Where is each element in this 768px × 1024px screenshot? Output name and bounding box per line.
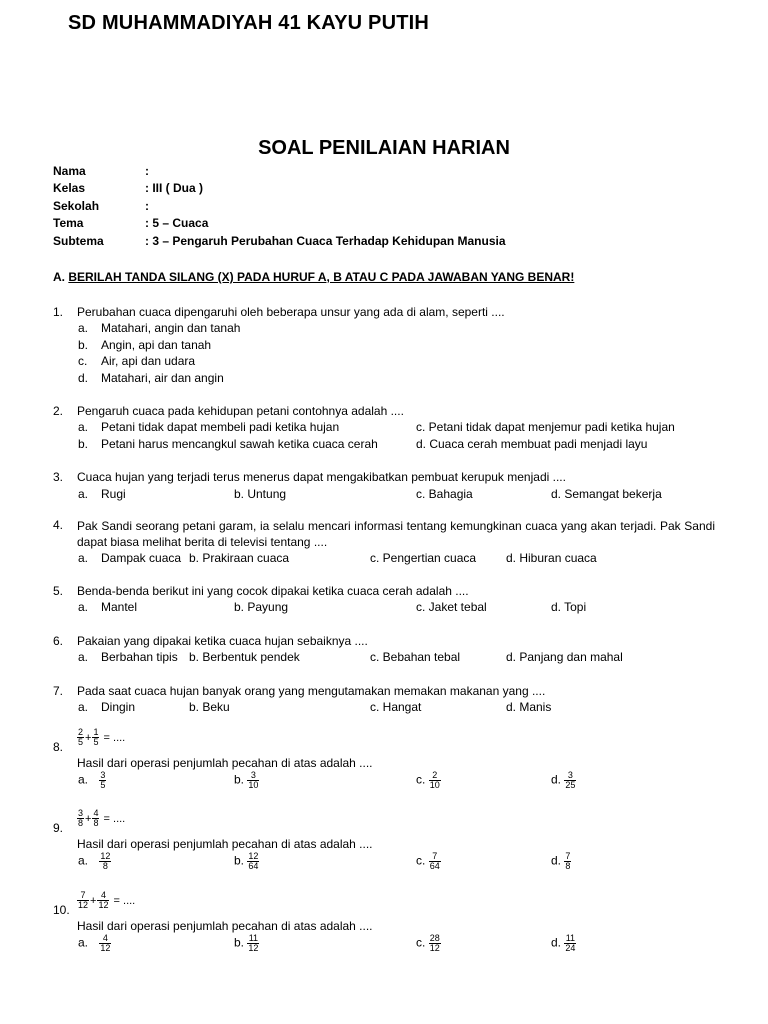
option-d: d. $\frac{3}{25}$ [551,770,576,790]
option-text: Petani tidak dapat membeli padi ketika hujan [101,420,340,434]
option-b: b. Beku [189,700,230,714]
info-label: Kelas [53,181,86,195]
question-text: Cuaca hujan yang terjadi terus menerus dapat mengakibatkan pembuat kerupuk menjadi .... [77,470,566,484]
option-a: a. $\frac{12}{8}$ [78,851,111,871]
option-d: d. Semangat bekerja [551,487,662,501]
question-text: Hasil dari operasi penjumlah pecahan di atas adalah .... [77,919,373,933]
option-text: Matahari, angin dan tanah [101,321,241,335]
option-text: Matahari, air dan angin [101,371,224,385]
fraction-expression: $\frac{3}{8}$ + $\frac{4}{8}$ = .... [78,808,126,828]
info-value: : [145,199,149,213]
question-text: Benda-benda berikut ini yang cocok dipakai ketika cuaca cerah adalah .... [77,584,469,598]
option-letter: a. [78,650,89,664]
fraction: $\frac{7}{12}$ [78,890,89,910]
option-text: Angin, api dan tanah [101,338,212,352]
question-number: 1. [53,305,64,319]
option-d: d. $\frac{11}{24}$ [551,933,576,953]
option-text: Berbahan tipis [101,650,178,664]
option-b: b. $\frac{11}{12}$ [234,933,259,953]
option-a: a. $\frac{3}{5}$ [78,770,106,790]
option-d: d. Hiburan cuaca [506,551,597,565]
question-text: Perubahan cuaca dipengaruhi oleh beberapa unsur yang ada di alam, seperti .... [77,305,505,319]
question-text: Pak Sandi seorang petani garam, ia selalu mencari informasi tentang kemungkinan cuaca yang akan terjadi. Pak Sandi dapat biasa melihat berita di televisi tentang .... [77,519,715,549]
fraction: $\frac{2}{5}$ [78,727,84,747]
option-d: d. $\frac{7}{8}$ [551,851,571,871]
section-instruction [53,270,574,284]
option-b: b. Untung [234,487,287,501]
instruction-prefix: A. [53,270,69,284]
question-number: 6. [53,634,64,648]
option-c: c. Jaket tebal [416,600,487,614]
info-value: : III ( Dua ) [145,181,203,195]
fraction: $\frac{1}{5}$ [93,727,99,747]
question-text: Pengaruh cuaca pada kehidupan petani contohnya adalah .... [77,404,404,418]
option-d: d. Manis [506,700,552,714]
option-text: Mantel [101,600,138,614]
option-d: d. Cuaca cerah membuat padi menjadi layu [416,437,648,451]
option-letter: a. [78,700,89,714]
question-number: 4. [53,518,64,532]
question-number: 10. [53,903,70,917]
info-label: Tema [53,216,84,230]
question-number: 3. [53,470,64,484]
option-c: c. $\frac{2}{10}$ [416,770,440,790]
question-text: Hasil dari operasi penjumlah pecahan di atas adalah .... [77,756,373,770]
option-letter: b. [78,437,89,451]
option-letter: a. [78,551,89,565]
option-c: c. Hangat [370,700,422,714]
info-label: Subtema [53,234,104,248]
option-text: Dingin [101,700,136,714]
option-letter: b. [78,338,89,352]
school-name: SD MUHAMMADIYAH 41 KAYU PUTIH [68,12,430,34]
option-b: b. Berbentuk pendek [189,650,300,664]
fraction: $\frac{3}{8}$ [78,808,84,828]
option-b: b. Payung [234,600,289,614]
option-a: a. $\frac{4}{12}$ [78,933,111,953]
fraction: $\frac{4}{8}$ [93,808,99,828]
option-c: c. $\frac{28}{12}$ [416,933,440,953]
option-text: Rugi [101,487,126,501]
option-letter: d. [78,371,89,385]
option-c: c. Bebahan tebal [370,650,461,664]
option-b: b. $\frac{3}{10}$ [234,770,259,790]
fraction-expression: $\frac{7}{12}$ + $\frac{4}{12}$ = .... [78,890,136,910]
question-number: 5. [53,584,64,598]
option-c: c. Bahagia [416,487,473,501]
fraction: $\frac{4}{12}$ [98,890,109,910]
page-title: SOAL PENILAIAN HARIAN [258,137,510,159]
question-text: Pakaian yang dipakai ketika cuaca hujan sebaiknya .... [77,634,368,648]
option-letter: a. [78,321,89,335]
info-label: Sekolah [53,199,100,213]
option-letter: a. [78,420,89,434]
question-number: 2. [53,404,64,418]
info-value: : [145,164,149,178]
question-number: 7. [53,684,64,698]
question-number: 8. [53,740,64,754]
option-letter: a. [78,487,89,501]
option-b: b. Prakiraan cuaca [189,551,290,565]
option-letter: c. [78,354,88,368]
question-number: 9. [53,821,64,835]
question-text: Pada saat cuaca hujan banyak orang yang mengutamakan memakan makanan yang .... [77,684,546,698]
option-d: d. Panjang dan mahal [506,650,623,664]
info-label: Nama [53,164,86,178]
instruction-text: BERILAH TANDA SILANG (X) PADA HURUF A, B ATAU C PADA JAWABAN YANG BENAR! [68,270,575,284]
fraction-expression: $\frac{2}{5}$ + $\frac{1}{5}$ = .... [78,727,126,747]
option-c: c. $\frac{7}{64}$ [416,851,440,871]
option-c: c. Pengertian cuaca [370,551,477,565]
option-c: c. Petani tidak dapat menjemur padi ketika hujan [416,420,675,434]
info-value: : 5 – Cuaca [145,216,209,230]
option-letter: a. [78,600,89,614]
option-text: Petani harus mencangkul sawah ketika cuaca cerah [101,437,378,451]
option-b: b. $\frac{12}{64}$ [234,851,259,871]
info-value: : 3 – Pengaruh Perubahan Cuaca Terhadap Kehidupan Manusia [145,234,506,248]
question-text: Hasil dari operasi penjumlah pecahan di atas adalah .... [77,837,373,851]
option-text: Dampak cuaca [101,551,182,565]
option-text: Air, api dan udara [101,354,196,368]
option-d: d. Topi [551,600,587,614]
